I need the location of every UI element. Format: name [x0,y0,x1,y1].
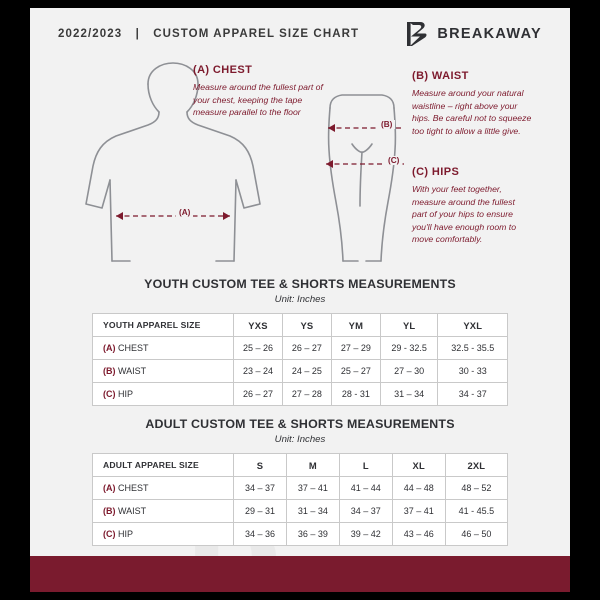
adult-row-2-label [93,523,234,546]
hips-callout-desc: With your feet together, measure around the fullest part of your hips to ensure you'll have enough room to move comfortably. [412,184,517,245]
youth-row-1-name: WAIST [118,366,147,376]
adult-r1-c1: 31 – 34 [286,500,339,523]
adult-row-0-mark: (A) [103,483,116,493]
youth-col-3: YL [380,314,438,337]
table-row [93,523,508,546]
header-separator: | [135,28,140,40]
adult-table-header-label: ADULT APPAREL SIZE [93,454,234,477]
header-year: 2022/2023 [58,28,123,40]
youth-r1-c3: 27 – 30 [380,360,438,383]
waist-callout-desc: Measure around your natural waistline – right above your hips. Be careful not to squeeze too tight to allow a little give. [412,88,532,136]
youth-row-0-mark: (A) [103,343,116,353]
adult-col-3: XL [392,454,445,477]
brand-name: BREAKAWAY [437,26,542,42]
table-row [93,477,508,500]
waist-callout [412,70,532,137]
youth-r0-c0: 25 – 26 [234,337,283,360]
adult-col-1: M [286,454,339,477]
adult-r2-c3: 43 – 46 [392,523,445,546]
chest-measure-tag: (A) [176,208,193,217]
header-title: CUSTOM APPAREL SIZE CHART [153,28,360,40]
header-title-group [58,28,359,40]
youth-r1-c0: 23 – 24 [234,360,283,383]
brand-lockup [406,21,542,47]
youth-r0-c4: 32.5 - 35.5 [438,337,508,360]
adult-r1-c0: 29 – 31 [234,500,287,523]
youth-size-table [92,313,508,406]
youth-row-0-label [93,337,234,360]
adult-r2-c4: 46 – 50 [445,523,507,546]
page-header [30,8,570,60]
waist-callout-title: (B) WAIST [412,70,469,82]
youth-row-1-label [93,360,234,383]
table-header-row [93,454,508,477]
youth-section-subtitle: Unit: Inches [274,294,326,305]
youth-r2-c3: 31 – 34 [380,383,438,406]
youth-col-2: YM [331,314,380,337]
footer-band [30,556,570,592]
table-row [93,360,508,383]
adult-col-2: L [339,454,392,477]
size-chart-page [30,8,570,592]
youth-col-0: YXS [234,314,283,337]
hips-measure-tag: (C) [385,156,402,165]
adult-r0-c1: 37 – 41 [286,477,339,500]
youth-row-2-mark: (C) [103,389,116,399]
table-header-row [93,314,508,337]
table-row [93,500,508,523]
youth-row-1-mark: (B) [103,366,116,376]
youth-r1-c1: 24 – 25 [282,360,331,383]
adult-row-0-name: CHEST [118,483,149,493]
adult-section-subtitle: Unit: Inches [274,434,326,445]
adult-r1-c3: 37 – 41 [392,500,445,523]
adult-col-0: S [234,454,287,477]
adult-col-4: 2XL [445,454,507,477]
youth-row-2-name: HIP [118,389,134,399]
adult-r1-c4: 41 - 45.5 [445,500,507,523]
adult-row-1-label [93,500,234,523]
adult-r2-c1: 36 – 39 [286,523,339,546]
adult-row-2-name: HIP [118,529,134,539]
adult-row-0-label [93,477,234,500]
adult-r2-c0: 34 – 36 [234,523,287,546]
adult-row-1-name: WAIST [118,506,147,516]
youth-r0-c3: 29 - 32.5 [380,337,438,360]
adult-r0-c0: 34 – 37 [234,477,287,500]
adult-size-table [92,453,508,546]
hips-callout [412,166,532,246]
adult-row-1-mark: (B) [103,506,116,516]
table-row [93,383,508,406]
measurement-diagram [30,56,570,271]
youth-row-2-label [93,383,234,406]
youth-section-title: YOUTH CUSTOM TEE & SHORTS MEASUREMENTS [144,277,456,291]
adult-r1-c2: 34 – 37 [339,500,392,523]
adult-r2-c2: 39 – 42 [339,523,392,546]
youth-r2-c2: 28 - 31 [331,383,380,406]
youth-r2-c4: 34 - 37 [438,383,508,406]
adult-row-2-mark: (C) [103,529,116,539]
chest-callout [193,64,323,119]
youth-r0-c2: 27 – 29 [331,337,380,360]
youth-r0-c1: 26 – 27 [282,337,331,360]
youth-row-0-name: CHEST [118,343,149,353]
waist-measure-tag: (B) [378,120,395,129]
adult-r0-c3: 44 – 48 [392,477,445,500]
youth-r1-c2: 25 – 27 [331,360,380,383]
youth-r1-c4: 30 - 33 [438,360,508,383]
adult-r0-c2: 41 – 44 [339,477,392,500]
youth-col-4: YXL [438,314,508,337]
breakaway-b-logo-icon [406,21,428,47]
chest-callout-title: (A) CHEST [193,64,253,76]
table-row [93,337,508,360]
youth-r2-c0: 26 – 27 [234,383,283,406]
youth-r2-c1: 27 – 28 [282,383,331,406]
youth-table-header-label: YOUTH APPAREL SIZE [93,314,234,337]
youth-col-1: YS [282,314,331,337]
hips-callout-title: (C) HIPS [412,166,460,178]
adult-section-title: ADULT CUSTOM TEE & SHORTS MEASUREMENTS [145,417,455,431]
adult-r0-c4: 48 – 52 [445,477,507,500]
chest-callout-desc: Measure around the fullest part of your chest, keeping the tape measure parallel to the floor [193,82,323,118]
